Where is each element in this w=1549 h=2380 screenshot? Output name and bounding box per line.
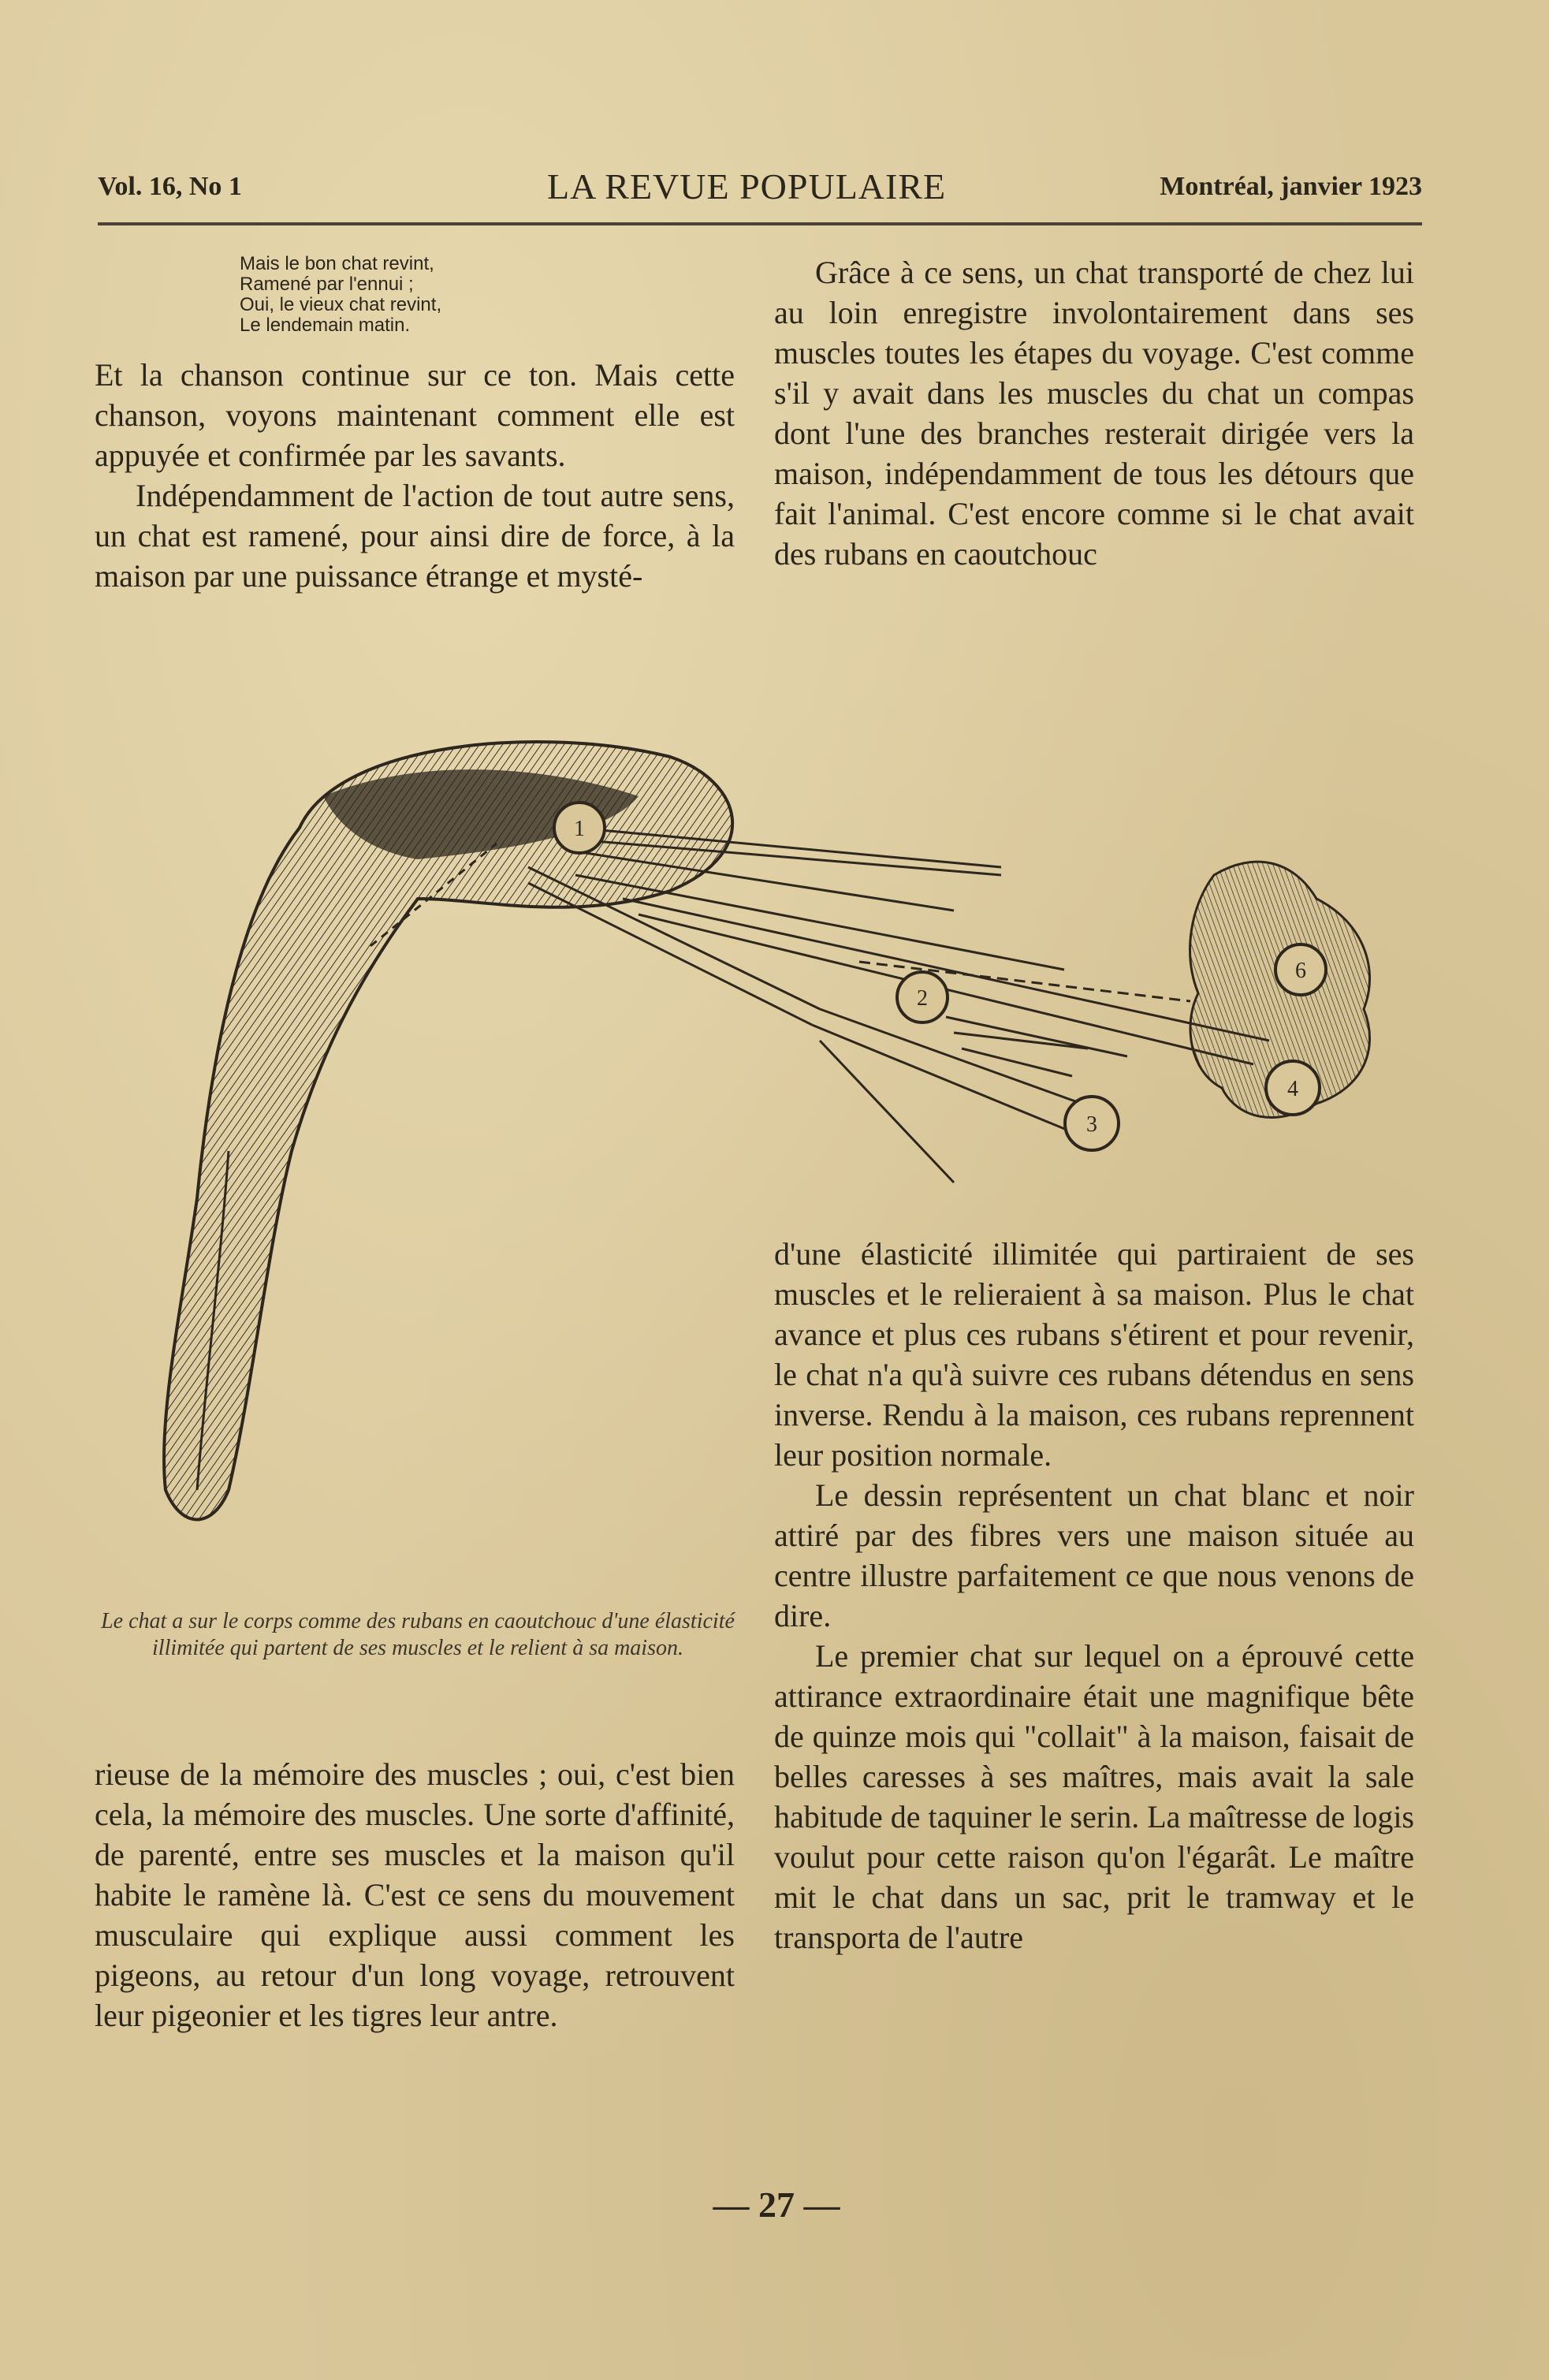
magazine-title: LA REVUE POPULAIRE [547,166,947,207]
page-number: — 27 — [713,2184,840,2225]
song-verse [240,254,539,336]
paragraph: Et la chanson continue sur ce ton. Mais cette chanson, voyons maintenant comment elle est appuyée et confirmée par les savants. [95,357,735,473]
header-rule [98,222,1422,225]
paragraph: Indépendamment de l'action de tout autre sens, un chat est ramené, pour ainsi dire de force, à la maison par une puissance étrange et mysté- [95,478,735,594]
stage-label: 1 [574,817,585,841]
stage-label: 4 [1287,1077,1298,1101]
verse-line: Ramené par l'ennui ; [240,274,414,295]
left-column-bottom [95,1754,735,2035]
cat-body [164,742,732,1520]
figure-caption: Le chat a sur le corps comme des rubans en caoutchouc d'une élasticité illimitée qui partent de ses muscles et le relient à sa maison. [101,1609,735,1660]
volume-number: Vol. 16, No 1 [98,172,242,201]
stage-label: 6 [1295,959,1306,983]
paragraph: d'une élasticité illimitée qui partiraient de ses muscles et le relieraient à sa maison. Plus le chat avance et plus ces rubans s'étirent et pour revenir, le chat n'a qu'à suivre ces rubans détendus en sens inverse. Rendu à la maison, ces rubans reprennent leur position normale. [774,1236,1414,1473]
paragraph: Le dessin représentent un chat blanc et noir attiré par des fibres vers une maison située au centre illustre parfaitement ce que nous venons de dire. [774,1477,1414,1633]
verse-line: Oui, le vieux chat revint, [240,294,442,315]
stage-label: 2 [917,986,928,1011]
paragraph: Le premier chat sur lequel on a éprouvé cette attirance extraordinaire était une magnifique bête de quinze mois qui "collait" à la maison, faisait de belles caresses à ses maîtres, mais avait la sale habitude de taquiner le serin. La maîtresse de logis voulut pour cette raison qu'on l'égarât. Le maître mit le chat dans un sac, prit le tramway et le transporta de l'autre [774,1638,1414,1955]
right-column-bottom [774,1234,1414,1957]
stage-label: 3 [1086,1112,1097,1137]
verse-line: Le lendemain matin. [240,315,411,336]
paragraph: rieuse de la mémoire des muscles ; oui, c'est bien cela, la mémoire des muscles. Une sorte d'affinité, de parenté, entre ses muscles et la maison qu'il habite le ramène là. C'est ce sens du mouvement musculaire qui explique aussi comment les pigeons, au retour d'un long voyage, retrouvent leur pigeonier et les tigres leur antre. [95,1756,735,2033]
running-header [98,166,1422,213]
right-column-top [774,252,1414,574]
verse-line: Mais le bon chat revint, [240,253,434,274]
paragraph: Grâce à ce sens, un chat transporté de chez lui au loin enregistre involontairement dans ses muscles toutes les étapes du voyage. C'est comme s'il y avait dans les muscles du chat un compas dont l'une des branches resterait dirigée vers la maison, indépendamment de tous les détours que fait l'animal. C'est encore comme si le chat avait des rubans en caoutchouc [774,255,1414,572]
issue-date: Montréal, janvier 1923 [1160,172,1422,201]
left-column-top [95,355,735,596]
